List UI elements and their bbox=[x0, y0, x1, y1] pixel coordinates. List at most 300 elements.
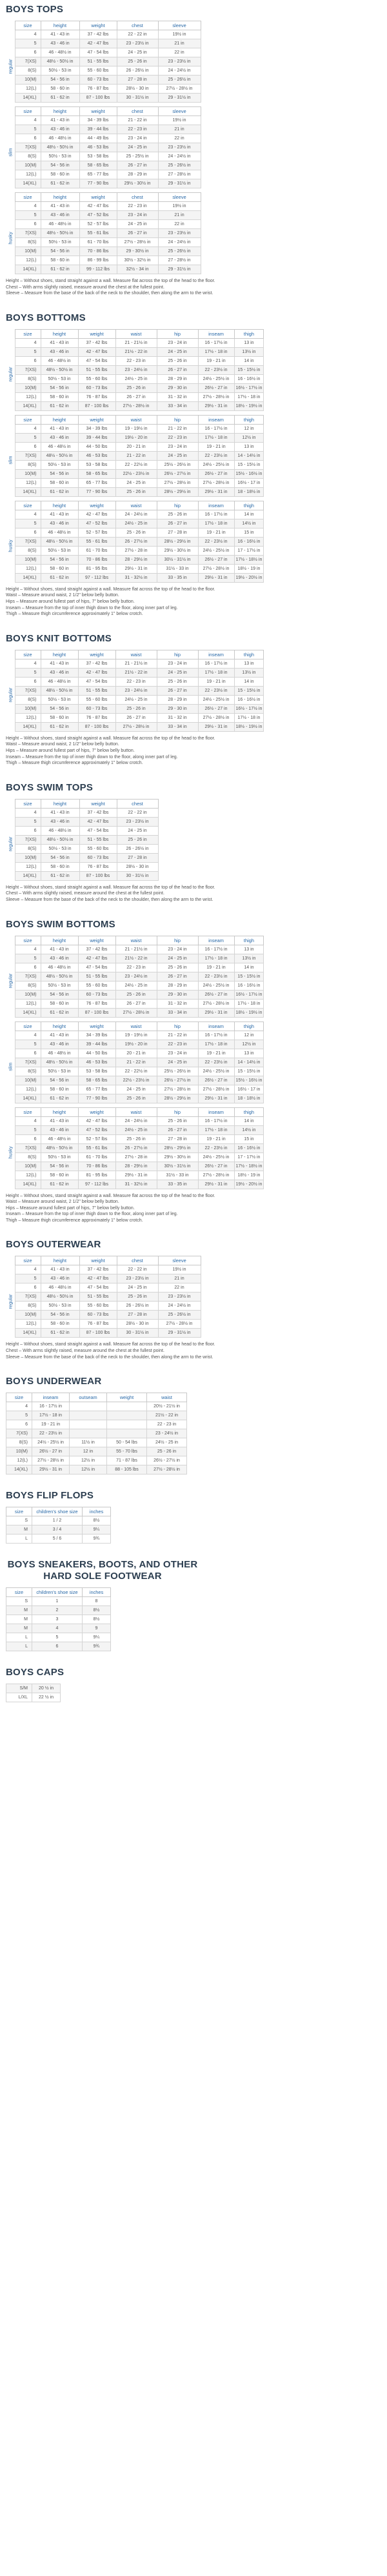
table-cell: 88 - 105 lbs bbox=[107, 1465, 147, 1474]
table-cell: 46 - 48½ in bbox=[41, 356, 78, 365]
table-cell: 25 - 26½ in bbox=[158, 75, 201, 85]
table-row bbox=[6, 1058, 264, 1067]
section-title: BOYS SWIM TOPS bbox=[6, 781, 94, 793]
table-cell: 9¾ bbox=[83, 1535, 111, 1544]
table-cell: 24½ - 25½ in bbox=[198, 1067, 234, 1076]
column-header: waist bbox=[147, 1393, 187, 1402]
table-cell: 23 - 24½ in bbox=[115, 686, 157, 695]
size-cell: 12(L) bbox=[15, 392, 41, 401]
table-cell: 14 in bbox=[234, 510, 264, 519]
column-header: sleeve bbox=[158, 107, 201, 116]
table-cell bbox=[70, 1429, 107, 1438]
table-row bbox=[6, 954, 264, 963]
table-cell: 54 - 56 in bbox=[41, 161, 79, 170]
table-row bbox=[6, 1465, 187, 1474]
boys-flip-flops-table bbox=[6, 1507, 111, 1544]
table-row bbox=[6, 66, 201, 75]
table-cell: 46 - 53 lbs bbox=[79, 143, 117, 152]
table-cell bbox=[107, 1420, 147, 1429]
table-cell: 71 - 87 lbs bbox=[107, 1456, 147, 1465]
table-cell: 22 - 23 in bbox=[115, 356, 157, 365]
size-cell: S/M bbox=[6, 1684, 32, 1693]
table-cell: 22 - 23½ in bbox=[198, 451, 234, 460]
size-chart-page bbox=[0, 4, 387, 1702]
column-header: weight bbox=[78, 1107, 115, 1116]
table-cell: 97 - 112 lbs bbox=[78, 573, 115, 582]
section-title: BOYS KNIT BOTTOMS bbox=[6, 632, 112, 644]
table-row bbox=[6, 134, 201, 143]
table-row bbox=[6, 1076, 264, 1085]
table-row bbox=[6, 1040, 264, 1049]
table-cell: 14 - 14½ in bbox=[234, 1058, 264, 1067]
table-cell: 60 - 73 lbs bbox=[79, 1311, 117, 1320]
table-cell: 19½ in bbox=[158, 116, 201, 125]
table-cell: 41 - 43 in bbox=[41, 1031, 78, 1040]
table-cell: 21 - 22 in bbox=[157, 1031, 198, 1040]
table-cell: 24 - 25 in bbox=[157, 451, 198, 460]
table-row bbox=[6, 1411, 187, 1420]
table-cell: 27½ - 28½ in bbox=[115, 722, 157, 731]
size-cell: 5 bbox=[15, 1040, 41, 1049]
column-header: height bbox=[41, 415, 78, 424]
table-cell: 9¼ bbox=[83, 1633, 111, 1642]
column-header: inseam bbox=[198, 1021, 234, 1031]
table-row bbox=[6, 451, 264, 460]
table-cell: 16 - 16½ in bbox=[234, 1143, 264, 1152]
table-cell: 27½ - 28½ in bbox=[158, 1320, 201, 1329]
table-cell: 46 - 48½ in bbox=[41, 134, 79, 143]
size-cell: 6 bbox=[15, 134, 41, 143]
table-cell: 27 - 28 in bbox=[117, 75, 158, 85]
table-cell: 26½ - 27 in bbox=[198, 990, 234, 999]
fit-label: regular bbox=[7, 973, 14, 989]
table-cell: 29 - 30 in bbox=[157, 704, 198, 713]
table-cell: 31 - 32½ in bbox=[115, 573, 157, 582]
table-row bbox=[6, 30, 201, 39]
column-header: size bbox=[15, 650, 41, 659]
table-cell: 43 - 46 in bbox=[41, 954, 78, 963]
size-cell: 10(M) bbox=[15, 555, 41, 564]
table-cell: 29 - 31½ in bbox=[158, 94, 201, 103]
table-cell: 77 - 90 lbs bbox=[79, 179, 117, 188]
table-row bbox=[6, 668, 264, 677]
size-cell: 10(M) bbox=[15, 383, 41, 392]
table-cell: 34 - 39 lbs bbox=[79, 116, 117, 125]
table-cell: 61 - 62 in bbox=[41, 487, 78, 496]
table-cell: 47 - 54 lbs bbox=[79, 826, 117, 835]
column-header: size bbox=[15, 501, 41, 510]
table-row bbox=[6, 1447, 187, 1456]
table-cell: 39 - 44 lbs bbox=[79, 125, 117, 134]
table-row bbox=[6, 871, 158, 880]
table-cell: 28½ - 30 in bbox=[117, 1320, 158, 1329]
table-cell: 37 - 42 lbs bbox=[78, 945, 115, 954]
table-cell: 77 - 90 lbs bbox=[78, 1094, 115, 1103]
table-row bbox=[6, 990, 264, 999]
column-header: hip bbox=[157, 415, 198, 424]
column-header: weight bbox=[78, 1021, 115, 1031]
boys-tops-table-slim bbox=[6, 106, 201, 188]
table-row bbox=[6, 1085, 264, 1094]
table-cell: 58 - 60 in bbox=[41, 85, 79, 94]
table-cell: 27 - 28 in bbox=[117, 1311, 158, 1320]
measurement-notes bbox=[6, 1193, 381, 1224]
measurement-note: Height – Without shoes, stand straight against a wall. Measure flat across the top of the head to the floor. bbox=[6, 1193, 215, 1198]
table-row bbox=[6, 179, 201, 188]
table-cell: 28 - 29 in bbox=[157, 981, 198, 990]
fit-label: regular bbox=[7, 836, 14, 852]
table-row bbox=[6, 1031, 264, 1040]
table-cell: 24 - 25 in bbox=[117, 143, 158, 152]
table-cell: 61 - 62 in bbox=[41, 722, 78, 731]
table-cell: 22 ½ in bbox=[32, 1693, 61, 1702]
size-cell: 6 bbox=[15, 1283, 41, 1293]
table-row bbox=[6, 1642, 111, 1651]
measurement-note: Height – Without shoes, stand straight against a wall. Measure flat across the top of the head to the floor. bbox=[6, 587, 215, 592]
table-cell: 27½ - 28½ in bbox=[157, 1085, 198, 1094]
table-row bbox=[6, 94, 201, 103]
column-header: hip bbox=[157, 650, 198, 659]
table-cell: 1 bbox=[32, 1597, 83, 1606]
table-row bbox=[6, 695, 264, 704]
size-cell: 4 bbox=[15, 116, 41, 125]
table-cell: 22 - 23 in bbox=[157, 433, 198, 442]
table-cell: 55 - 60 lbs bbox=[79, 66, 117, 75]
table-cell: 61 - 62 in bbox=[41, 1094, 78, 1103]
table-cell: 9¾ bbox=[83, 1642, 111, 1651]
table-cell: 46 - 48½ in bbox=[41, 528, 78, 537]
table-cell: 18½ - 19 in bbox=[234, 564, 264, 573]
table-cell: 25½ - 26½ in bbox=[157, 460, 198, 469]
table-cell: 26 - 27 in bbox=[157, 365, 198, 374]
table-row bbox=[6, 57, 201, 66]
size-cell: 5 bbox=[15, 211, 41, 220]
table-cell: 42 - 47 lbs bbox=[79, 817, 117, 826]
table-row bbox=[6, 1180, 264, 1189]
table-cell: 22 in bbox=[158, 220, 201, 229]
table-cell: 34 - 39 lbs bbox=[78, 1031, 115, 1040]
table-row bbox=[6, 1049, 264, 1058]
size-cell: 8(S) bbox=[15, 152, 41, 161]
table-cell: 46 - 48½ in bbox=[41, 1134, 78, 1143]
table-cell: 28 - 29 in bbox=[157, 374, 198, 383]
table-cell: 14 in bbox=[234, 963, 264, 972]
table-cell: 26½ - 27½ in bbox=[157, 1076, 198, 1085]
column-header: size bbox=[15, 936, 41, 945]
table-row bbox=[6, 469, 264, 478]
size-cell: 8(S) bbox=[6, 1438, 32, 1447]
table-cell: 25 - 26 in bbox=[157, 963, 198, 972]
table-cell: 50½ - 53 in bbox=[41, 238, 79, 247]
table-cell: 18½ - 19½ in bbox=[234, 401, 264, 410]
table-cell: 27½ - 28½ in bbox=[198, 999, 234, 1008]
table-cell: 24½ - 25½ in bbox=[198, 981, 234, 990]
table-cell: 43 - 46 in bbox=[41, 211, 79, 220]
table-cell: 51 - 55 lbs bbox=[79, 835, 117, 844]
table-cell: 14 - 14½ in bbox=[234, 451, 264, 460]
table-cell: 22 in bbox=[158, 1283, 201, 1293]
table-cell: 19 - 21 in bbox=[198, 442, 234, 451]
size-cell: 14(XL) bbox=[15, 1008, 41, 1017]
table-cell: 27½ - 28½ in bbox=[198, 1085, 234, 1094]
table-cell: 25 - 26 in bbox=[117, 835, 158, 844]
table-row bbox=[6, 537, 264, 546]
table-row bbox=[6, 1329, 201, 1338]
size-cell: 12(L) bbox=[15, 1171, 41, 1180]
table-cell: 25 - 26 in bbox=[117, 1293, 158, 1302]
table-cell: 16 - 17½ in bbox=[198, 945, 234, 954]
table-cell: 30 - 31½ in bbox=[117, 871, 158, 880]
table-cell: 25 - 26 in bbox=[115, 487, 157, 496]
table-cell: 22 - 23 in bbox=[157, 1040, 198, 1049]
table-cell: 29½ - 31 in bbox=[198, 487, 234, 496]
table-row bbox=[6, 1624, 111, 1633]
size-cell: S bbox=[6, 1597, 32, 1606]
table-cell: 28 - 29½ in bbox=[115, 1162, 157, 1171]
column-header: size bbox=[15, 415, 41, 424]
measurement-note: Height – Without shoes, stand straight against a wall. Measure flat across the top of the head to the floor. bbox=[6, 1342, 215, 1347]
table-row bbox=[6, 401, 264, 410]
table-row bbox=[6, 713, 264, 722]
boys-bottoms-table-regular bbox=[6, 329, 264, 411]
table-cell: 43 - 46 in bbox=[41, 1274, 79, 1283]
table-cell: 41 - 43 in bbox=[41, 424, 78, 433]
table-row bbox=[6, 1125, 264, 1134]
table-cell: 47 - 54 lbs bbox=[79, 1283, 117, 1293]
table-row bbox=[6, 247, 201, 256]
table-cell: 41 - 43 in bbox=[41, 945, 78, 954]
table-cell: 14½ in bbox=[234, 1125, 264, 1134]
table-cell: 22 - 23½ in bbox=[198, 686, 234, 695]
table-row bbox=[6, 256, 201, 265]
table-cell: 25 - 26½ in bbox=[158, 161, 201, 170]
table-cell: 23 - 24 in bbox=[157, 442, 198, 451]
table-cell: 50½ - 53 in bbox=[41, 1152, 78, 1162]
size-cell: 8(S) bbox=[15, 1152, 41, 1162]
table-cell: 76 - 87 lbs bbox=[79, 862, 117, 871]
table-cell: 87 - 100 lbs bbox=[79, 871, 117, 880]
table-cell: 54 - 56 in bbox=[41, 990, 78, 999]
size-cell: 6 bbox=[15, 963, 41, 972]
table-row bbox=[6, 238, 201, 247]
table-cell: 15 - 15½ in bbox=[234, 460, 264, 469]
table-cell: 29½ - 31 in bbox=[198, 722, 234, 731]
boys-swim-bottoms-table-regular bbox=[6, 936, 264, 1018]
size-cell: 4 bbox=[15, 338, 41, 347]
size-cell: 14(XL) bbox=[15, 94, 41, 103]
table-cell: 61 - 70 lbs bbox=[78, 546, 115, 555]
table-cell: 13 in bbox=[234, 338, 264, 347]
table-cell: 26½ - 27 in bbox=[198, 704, 234, 713]
table-cell: 42 - 47 lbs bbox=[79, 1274, 117, 1283]
table-row bbox=[6, 1171, 264, 1180]
table-cell: 16½ - 17½ in bbox=[234, 704, 264, 713]
table-cell: 14 in bbox=[234, 1116, 264, 1125]
size-cell: 7(XS) bbox=[15, 972, 41, 981]
boys-tops-table-husky bbox=[6, 192, 201, 274]
size-cell: 12(L) bbox=[15, 999, 41, 1008]
column-header: children's shoe size bbox=[32, 1588, 83, 1597]
table-cell: 19 - 19½ in bbox=[115, 1031, 157, 1040]
table-row bbox=[6, 1116, 264, 1125]
size-cell: 6 bbox=[15, 442, 41, 451]
size-cell: 8(S) bbox=[15, 460, 41, 469]
table-cell: 46 - 48½ in bbox=[41, 677, 78, 686]
table-cell: 26½ - 27 in bbox=[32, 1447, 70, 1456]
column-header: weight bbox=[78, 936, 115, 945]
column-header: inseam bbox=[198, 936, 234, 945]
size-cell: 10(M) bbox=[6, 1447, 32, 1456]
column-header: inseam bbox=[198, 1107, 234, 1116]
table-cell: 26 - 27½ in bbox=[115, 1143, 157, 1152]
table-cell: 58 - 60 in bbox=[41, 1085, 78, 1094]
table-cell: 46 - 48½ in bbox=[41, 826, 79, 835]
table-cell: 22 - 23½ in bbox=[198, 365, 234, 374]
table-cell: 21½ - 22 in bbox=[115, 347, 157, 356]
table-cell: 32½ - 34 in bbox=[117, 265, 158, 274]
table-cell: 43 - 46 in bbox=[41, 1125, 78, 1134]
boys-knit-bottoms-table-regular bbox=[6, 650, 264, 732]
table-row bbox=[6, 817, 158, 826]
size-cell: 10(M) bbox=[15, 469, 41, 478]
table-row bbox=[6, 677, 264, 686]
section-title: BOYS SNEAKERS, BOOTS, AND OTHER HARD SOLE FOOTWEAR bbox=[7, 1559, 198, 1582]
table-cell: 54 - 56 in bbox=[41, 75, 79, 85]
table-cell: 55 - 60 lbs bbox=[78, 981, 115, 990]
section-title: BOYS UNDERWEAR bbox=[6, 1376, 102, 1387]
table-cell: 9 bbox=[83, 1624, 111, 1633]
table-cell: 99 - 112 lbs bbox=[79, 265, 117, 274]
table-cell: 28½ - 29½ in bbox=[157, 487, 198, 496]
size-cell: 6 bbox=[6, 1420, 32, 1429]
table-cell: 27½ - 28½ in bbox=[115, 401, 157, 410]
table-cell: 23 - 24½ in bbox=[147, 1429, 187, 1438]
size-cell: 5 bbox=[15, 125, 41, 134]
table-row bbox=[6, 972, 264, 981]
table-cell: 29½ - 31 in bbox=[198, 1094, 234, 1103]
size-cell: 7(XS) bbox=[15, 229, 41, 238]
table-cell: 2 bbox=[32, 1606, 83, 1615]
table-cell: 25 - 26 in bbox=[115, 704, 157, 713]
table-row bbox=[6, 39, 201, 48]
size-cell: 8(S) bbox=[15, 546, 41, 555]
table-cell: 51 - 55 lbs bbox=[78, 686, 115, 695]
table-cell: 51 - 55 lbs bbox=[79, 1293, 117, 1302]
measurement-note: Inseam – Measure from the top of inner thigh down to the floor, along inner part of leg. bbox=[6, 1212, 178, 1217]
table-cell: 58 - 60 in bbox=[41, 256, 79, 265]
column-header: size bbox=[15, 1107, 41, 1116]
size-cell: 5 bbox=[15, 1125, 41, 1134]
table-row bbox=[6, 659, 264, 668]
table-cell: 50½ - 53 in bbox=[41, 844, 79, 853]
column-header: inseam bbox=[198, 329, 234, 338]
column-header: hip bbox=[157, 329, 198, 338]
table-cell: 5 / 6 bbox=[32, 1535, 83, 1544]
table-cell: 18½ - 19½ in bbox=[234, 1008, 264, 1017]
table-row bbox=[6, 1162, 264, 1171]
table-row bbox=[6, 1274, 201, 1283]
size-cell: 8(S) bbox=[15, 695, 41, 704]
table-row bbox=[6, 981, 264, 990]
table-cell: 23 - 23½ in bbox=[158, 1293, 201, 1302]
table-cell: 54 - 56 in bbox=[41, 469, 78, 478]
size-cell: 7(XS) bbox=[15, 835, 41, 844]
table-cell: 23 - 23½ in bbox=[117, 1274, 158, 1283]
table-cell: 19 - 21 in bbox=[198, 677, 234, 686]
table-cell: 26 - 26½ in bbox=[117, 1302, 158, 1311]
column-header: size bbox=[15, 107, 41, 116]
boys-underwear-section bbox=[6, 1376, 381, 1474]
size-cell: 4 bbox=[6, 1402, 32, 1411]
table-cell: 33 - 35 in bbox=[157, 1180, 198, 1189]
boys-sneakers-boots-and-other-hard-sole-footwear-section bbox=[6, 1559, 381, 1651]
table-row bbox=[6, 1516, 111, 1525]
table-cell: 54 - 56 in bbox=[41, 704, 78, 713]
table-row bbox=[6, 1684, 61, 1693]
table-row bbox=[6, 704, 264, 713]
table-cell: 24½ - 25 in bbox=[115, 519, 157, 528]
size-cell: 6 bbox=[15, 48, 41, 57]
boys-swim-bottoms-table-slim bbox=[6, 1021, 264, 1103]
column-header: chest bbox=[117, 21, 158, 30]
table-cell: 24½ - 25½ in bbox=[198, 460, 234, 469]
table-cell: 24 - 25 in bbox=[157, 668, 198, 677]
table-cell: 13½ in bbox=[234, 668, 264, 677]
table-cell: 27 - 28½ in bbox=[158, 170, 201, 179]
table-cell: 61 - 62 in bbox=[41, 401, 78, 410]
table-cell: 41 - 43 in bbox=[41, 808, 79, 817]
table-cell: 60 - 73 lbs bbox=[78, 990, 115, 999]
table-cell: 18 - 18½ in bbox=[234, 1094, 264, 1103]
column-header: size bbox=[6, 1393, 32, 1402]
table-cell: 24½ - 25 in bbox=[147, 1438, 187, 1447]
table-cell: 43 - 46 in bbox=[41, 39, 79, 48]
boys-swim-bottoms-section bbox=[6, 919, 381, 1224]
table-cell bbox=[107, 1411, 147, 1420]
table-cell: 21 in bbox=[158, 211, 201, 220]
table-cell: 61 - 62 in bbox=[41, 179, 79, 188]
table-cell: 18 - 18½ in bbox=[234, 487, 264, 496]
table-cell: 16½ - 17½ in bbox=[234, 383, 264, 392]
table-cell: 17½ - 18 in bbox=[234, 999, 264, 1008]
table-cell: 70 - 86 lbs bbox=[79, 247, 117, 256]
table-cell: 53 - 58 lbs bbox=[78, 1067, 115, 1076]
table-cell: 76 - 87 lbs bbox=[79, 85, 117, 94]
table-cell: 12 in bbox=[234, 1031, 264, 1040]
table-cell: 51 - 55 lbs bbox=[78, 972, 115, 981]
size-cell: M bbox=[6, 1606, 32, 1615]
table-row bbox=[6, 1456, 187, 1465]
table-cell: 87 - 100 lbs bbox=[78, 1008, 115, 1017]
table-cell: 48½ - 50½ in bbox=[41, 365, 78, 374]
table-cell: 1 / 2 bbox=[32, 1516, 83, 1525]
size-cell: 7(XS) bbox=[15, 451, 41, 460]
table-cell: 54 - 56 in bbox=[41, 247, 79, 256]
table-row bbox=[6, 1597, 111, 1606]
table-cell: 17½ - 18 in bbox=[198, 433, 234, 442]
table-row bbox=[6, 555, 264, 564]
table-row bbox=[6, 365, 264, 374]
column-header: thigh bbox=[234, 501, 264, 510]
measurement-note: Sleeve – Measure from the base of the back of the neck to the shoulder, then along the arm to the wrist. bbox=[6, 1354, 213, 1360]
table-cell: 52 - 57 lbs bbox=[78, 1134, 115, 1143]
table-cell: 54 - 56 in bbox=[41, 1162, 78, 1171]
table-cell: 25 - 26 in bbox=[157, 356, 198, 365]
table-row bbox=[6, 945, 264, 954]
table-cell: 30½ - 31½ in bbox=[157, 555, 198, 564]
table-cell: 8½ bbox=[83, 1615, 111, 1624]
column-header: size bbox=[15, 1256, 41, 1265]
